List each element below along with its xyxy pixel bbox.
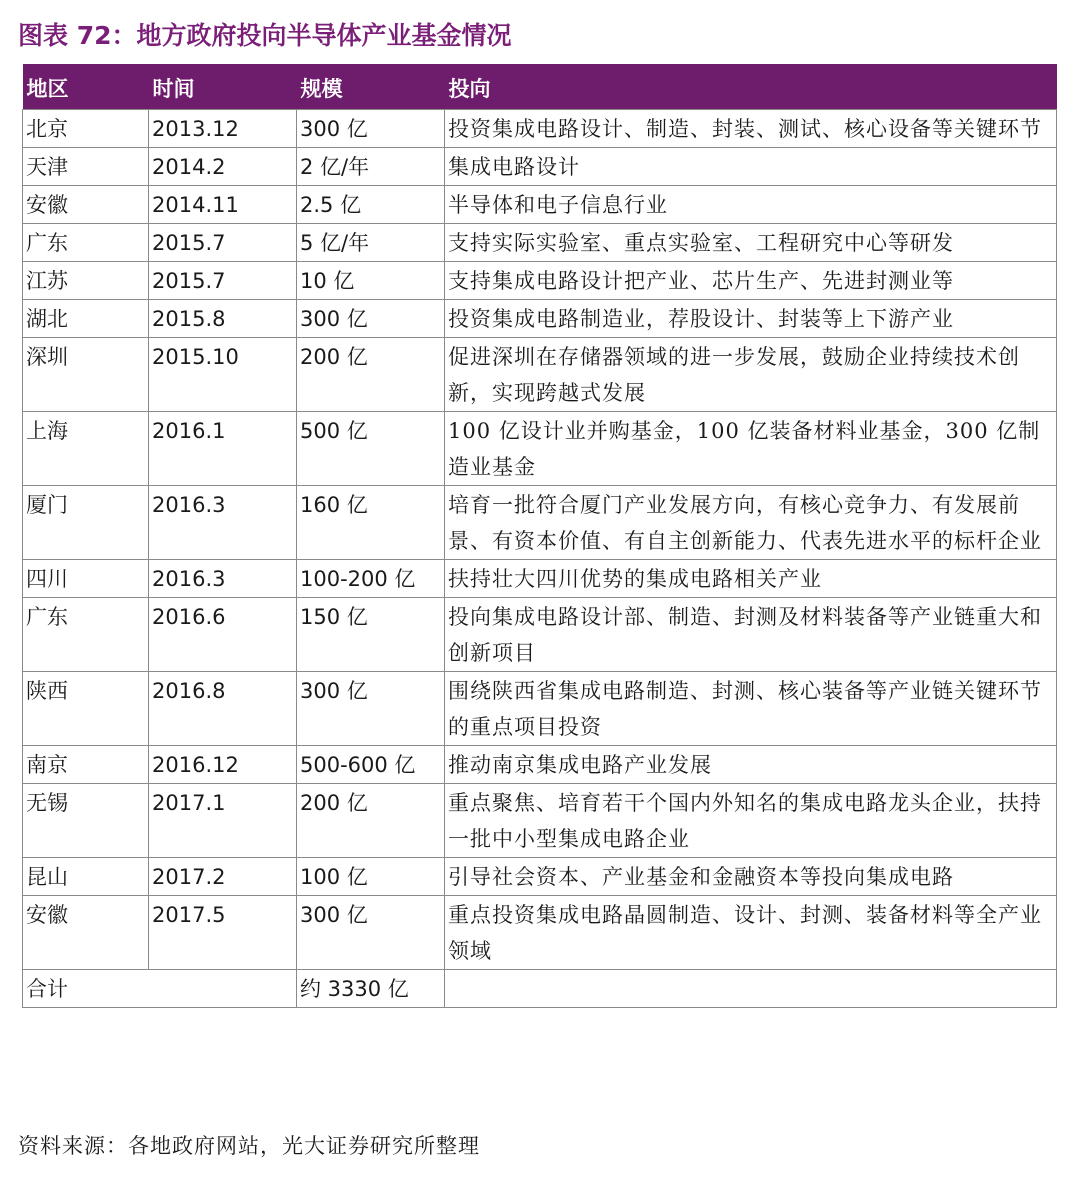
cell-region: 安徽 bbox=[23, 186, 149, 224]
table-row bbox=[23, 110, 1057, 148]
cell-time: 2017.2 bbox=[149, 858, 297, 896]
cell-time: 2017.1 bbox=[149, 784, 297, 858]
cell-scale: 300 亿 bbox=[297, 110, 445, 148]
cell-region: 湖北 bbox=[23, 300, 149, 338]
cell-time: 2016.1 bbox=[149, 412, 297, 486]
cell-time: 2015.8 bbox=[149, 300, 297, 338]
table-row bbox=[23, 262, 1057, 300]
cell-time: 2014.2 bbox=[149, 148, 297, 186]
table-row bbox=[23, 224, 1057, 262]
cell-scale: 5 亿/年 bbox=[297, 224, 445, 262]
cell-direction: 培育一批符合厦门产业发展方向，有核心竞争力、有发展前景、有资本价值、有自主创新能力、代表先进水平的标杆企业 bbox=[445, 486, 1057, 560]
cell-region: 四川 bbox=[23, 560, 149, 598]
table-row bbox=[23, 186, 1057, 224]
table-body bbox=[23, 110, 1057, 970]
cell-time: 2016.3 bbox=[149, 560, 297, 598]
cell-time: 2015.7 bbox=[149, 262, 297, 300]
cell-scale: 100 亿 bbox=[297, 858, 445, 896]
cell-region: 无锡 bbox=[23, 784, 149, 858]
cell-scale: 160 亿 bbox=[297, 486, 445, 560]
table-row bbox=[23, 784, 1057, 858]
cell-time: 2015.10 bbox=[149, 338, 297, 412]
cell-scale: 500-600 亿 bbox=[297, 746, 445, 784]
cell-region: 南京 bbox=[23, 746, 149, 784]
table-row bbox=[23, 896, 1057, 970]
source-note: 资料来源：各地政府网站，光大证券研究所整理 bbox=[18, 1134, 480, 1158]
fund-table bbox=[22, 64, 1057, 1008]
cell-direction: 围绕陕西省集成电路制造、封测、核心装备等产业链关键环节的重点项目投资 bbox=[445, 672, 1057, 746]
cell-region: 广东 bbox=[23, 598, 149, 672]
cell-direction: 促进深圳在存储器领域的进一步发展，鼓励企业持续技术创新，实现跨越式发展 bbox=[445, 338, 1057, 412]
table-row bbox=[23, 148, 1057, 186]
cell-direction: 重点投资集成电路晶圆制造、设计、封测、装备材料等全产业领域 bbox=[445, 896, 1057, 970]
cell-scale: 2.5 亿 bbox=[297, 186, 445, 224]
cell-direction: 集成电路设计 bbox=[445, 148, 1057, 186]
cell-region: 北京 bbox=[23, 110, 149, 148]
total-direction bbox=[445, 970, 1057, 1008]
cell-direction: 支持实际实验室、重点实验室、工程研究中心等研发 bbox=[445, 224, 1057, 262]
cell-region: 天津 bbox=[23, 148, 149, 186]
table-row bbox=[23, 598, 1057, 672]
header-scale: 规模 bbox=[297, 65, 445, 110]
cell-time: 2017.5 bbox=[149, 896, 297, 970]
cell-scale: 2 亿/年 bbox=[297, 148, 445, 186]
cell-region: 昆山 bbox=[23, 858, 149, 896]
cell-scale: 300 亿 bbox=[297, 672, 445, 746]
cell-region: 陕西 bbox=[23, 672, 149, 746]
cell-scale: 300 亿 bbox=[297, 896, 445, 970]
table-row bbox=[23, 672, 1057, 746]
cell-direction: 推动南京集成电路产业发展 bbox=[445, 746, 1057, 784]
cell-direction: 引导社会资本、产业基金和金融资本等投向集成电路 bbox=[445, 858, 1057, 896]
total-scale: 约 3330 亿 bbox=[297, 970, 445, 1008]
cell-region: 江苏 bbox=[23, 262, 149, 300]
cell-scale: 10 亿 bbox=[297, 262, 445, 300]
table-row bbox=[23, 560, 1057, 598]
cell-region: 广东 bbox=[23, 224, 149, 262]
table-header-row bbox=[23, 65, 1057, 110]
cell-direction: 扶持壮大四川优势的集成电路相关产业 bbox=[445, 560, 1057, 598]
table-row bbox=[23, 858, 1057, 896]
cell-scale: 150 亿 bbox=[297, 598, 445, 672]
cell-direction: 100 亿设计业并购基金，100 亿装备材料业基金，300 亿制造业基金 bbox=[445, 412, 1057, 486]
table-row bbox=[23, 338, 1057, 412]
total-row bbox=[23, 970, 1057, 1008]
cell-scale: 500 亿 bbox=[297, 412, 445, 486]
cell-time: 2016.8 bbox=[149, 672, 297, 746]
cell-time: 2013.12 bbox=[149, 110, 297, 148]
cell-scale: 200 亿 bbox=[297, 784, 445, 858]
table-row bbox=[23, 746, 1057, 784]
cell-direction: 投资集成电路制造业，荐股设计、封装等上下游产业 bbox=[445, 300, 1057, 338]
header-time: 时间 bbox=[149, 65, 297, 110]
cell-region: 深圳 bbox=[23, 338, 149, 412]
total-label: 合计 bbox=[23, 970, 297, 1008]
cell-direction: 半导体和电子信息行业 bbox=[445, 186, 1057, 224]
figure-title: 图表 72：地方政府投向半导体产业基金情况 bbox=[18, 21, 512, 50]
cell-direction: 投向集成电路设计部、制造、封测及材料装备等产业链重大和创新项目 bbox=[445, 598, 1057, 672]
header-direction: 投向 bbox=[445, 65, 1057, 110]
cell-direction: 投资集成电路设计、制造、封装、测试、核心设备等关键环节 bbox=[445, 110, 1057, 148]
table-row bbox=[23, 412, 1057, 486]
table-row bbox=[23, 300, 1057, 338]
cell-time: 2016.6 bbox=[149, 598, 297, 672]
cell-scale: 100-200 亿 bbox=[297, 560, 445, 598]
cell-region: 安徽 bbox=[23, 896, 149, 970]
cell-direction: 支持集成电路设计把产业、芯片生产、先进封测业等 bbox=[445, 262, 1057, 300]
cell-region: 上海 bbox=[23, 412, 149, 486]
cell-time: 2014.11 bbox=[149, 186, 297, 224]
cell-time: 2016.3 bbox=[149, 486, 297, 560]
cell-time: 2016.12 bbox=[149, 746, 297, 784]
header-region: 地区 bbox=[23, 65, 149, 110]
cell-scale: 200 亿 bbox=[297, 338, 445, 412]
cell-region: 厦门 bbox=[23, 486, 149, 560]
table-row bbox=[23, 486, 1057, 560]
cell-scale: 300 亿 bbox=[297, 300, 445, 338]
cell-direction: 重点聚焦、培育若干个国内外知名的集成电路龙头企业，扶持一批中小型集成电路企业 bbox=[445, 784, 1057, 858]
cell-time: 2015.7 bbox=[149, 224, 297, 262]
